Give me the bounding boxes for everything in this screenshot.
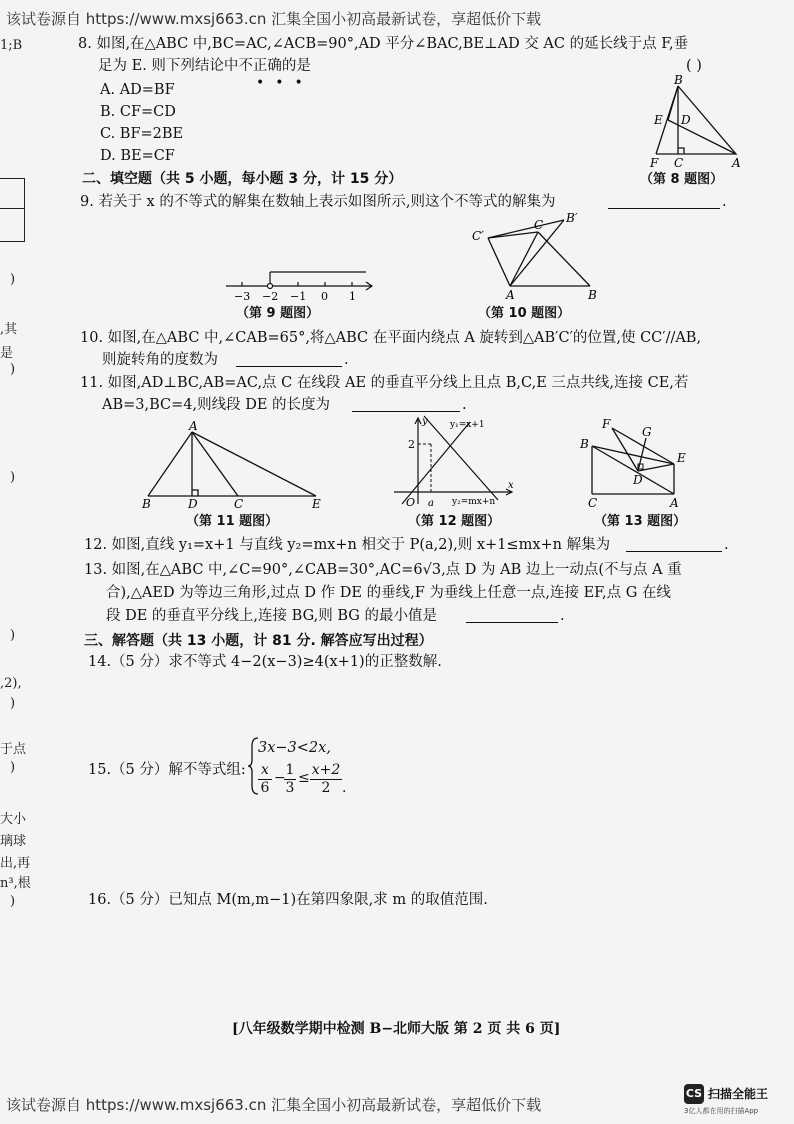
q11-line1: 11. 如图,AD⊥BC,AB=AC,点 C 在线段 AE 的垂直平分线上且点 B,C,E 三点共线,连接 CE,若 xyxy=(80,375,689,391)
margin-fragment: n³,根 xyxy=(0,876,31,891)
q14-text: 14.（5 分）求不等式 4−2(x−3)≥4(x+1)的正整数解. xyxy=(88,654,442,670)
q13-line2: 合),△AED 为等边三角形,过点 D 作 DE 的垂线,F 为垂线上任意一点,连接 EF,点 G 在线 xyxy=(106,585,671,601)
margin-fragment: 于点 xyxy=(0,742,27,757)
q10-line1: 10. 如图,在△ABC 中,∠CAB=65°,将△ABC 在平面内绕点 A 旋转到△AB′C′的位置,使 CC′//AB, xyxy=(80,330,702,346)
q8-line1: 8. 如图,在△ABC 中,BC=AC,∠ACB=90°,AD 平分∠BAC,BE⊥AD 交 AC 的延长线于点 F,垂 xyxy=(78,36,689,52)
q11-label-a: A xyxy=(189,420,198,433)
q10-period: . xyxy=(344,352,349,368)
q8-label-c: C xyxy=(674,156,684,170)
q10-figure-caption: （第 10 题图） xyxy=(478,306,571,321)
margin-fragment: ) xyxy=(10,894,16,909)
q11-period: . xyxy=(462,397,467,413)
q11-line2: AB=3,BC=4,则线段 DE 的长度为 xyxy=(102,397,331,413)
q11-figure-caption: （第 11 题图） xyxy=(186,514,279,529)
fraction-numerator: 1 xyxy=(285,762,295,778)
tick-label: −3 xyxy=(234,290,251,303)
tick-label: −2 xyxy=(262,290,279,303)
q8-figure-caption: （第 8 题图） xyxy=(640,172,724,187)
q8-option-c: C. BF=2BE xyxy=(100,126,184,142)
q8-label-f: F xyxy=(650,156,659,170)
q13-figure-caption: （第 13 题图） xyxy=(594,514,687,529)
margin-fragment: ) xyxy=(10,470,16,485)
margin-fragment: 出,再 xyxy=(0,856,31,871)
leq-sign: ≤ xyxy=(298,770,310,786)
tick-label: 0 xyxy=(321,290,328,303)
q11-answer-blank xyxy=(352,397,460,412)
period: . xyxy=(342,780,347,796)
q8-answer-paren: ( ) xyxy=(686,58,702,74)
q10-label-c: C xyxy=(534,218,544,232)
source-footer: 该试卷源自 https://www.mxsj663.cn 汇集全国小初高最新试卷，享超低价下载 xyxy=(6,1096,542,1114)
q12-y-axis-label: y xyxy=(422,416,428,427)
fraction-denominator: 3 xyxy=(285,780,295,796)
q13-label-e: E xyxy=(677,451,686,465)
section-3-title: 三、解答题（共 13 小题，计 81 分. 解答应写出过程） xyxy=(84,633,433,649)
q13-label-a: A xyxy=(670,496,679,510)
q8-label-a: A xyxy=(732,156,741,170)
q15-inequality-1: 3x−3<2x, xyxy=(258,740,331,756)
q10-label-c-prime: C′ xyxy=(472,229,484,243)
margin-fragment: 璃球 xyxy=(0,834,27,849)
q8-label-d: D xyxy=(681,113,691,127)
scanner-logo-icon: CS xyxy=(684,1084,704,1104)
figure-10 xyxy=(466,210,616,302)
margin-fragment: 1;B xyxy=(0,38,23,53)
q12-period: . xyxy=(724,537,729,553)
q13-label-c: C xyxy=(588,496,598,510)
q12-x-axis-label: x xyxy=(508,480,514,491)
q9-period: . xyxy=(722,194,727,210)
emphasis-dots: ••• xyxy=(256,75,314,91)
q13-label-d: D xyxy=(633,473,643,487)
figure-12 xyxy=(388,414,516,508)
margin-fragment: ) xyxy=(10,696,16,711)
figure-8 xyxy=(640,74,750,170)
minus-sign: − xyxy=(274,770,286,786)
fraction-denominator: 6 xyxy=(260,780,270,796)
q13-period: . xyxy=(560,608,565,624)
q12-y1-label: y₁=x+1 xyxy=(450,420,485,430)
section-2-title: 二、填空题（共 5 小题，每小题 3 分，计 15 分） xyxy=(82,171,403,187)
q13-line1: 13. 如图,在△ABC 中,∠C=90°,∠CAB=30°,AC=6√3,点 D 为 AB 边上一动点(不与点 A 重 xyxy=(84,562,682,578)
margin-fragment: ) xyxy=(10,362,16,377)
q8-label-b: B xyxy=(674,74,683,87)
q13-label-f: F xyxy=(602,417,611,431)
figure-9-number-line xyxy=(220,262,380,304)
margin-box-divider xyxy=(0,208,24,209)
q8-line2: 足为 E. 则下列结论中不正确的是 xyxy=(98,58,311,74)
scanner-app-name: 扫描全能王 xyxy=(708,1087,769,1101)
margin-box xyxy=(0,178,25,242)
figure-13 xyxy=(578,416,690,510)
q13-line3: 段 DE 的垂直平分线上,连接 BG,则 BG 的最小值是 xyxy=(106,608,437,624)
q13-label-g: G xyxy=(642,425,652,439)
q8-option-a: A. AD=BF xyxy=(100,82,175,98)
tick-label: 1 xyxy=(349,290,356,303)
q11-label-d: D xyxy=(188,497,198,511)
q10-label-a: A xyxy=(506,288,515,302)
tick-label: −1 xyxy=(290,290,307,303)
margin-fragment: ,2), xyxy=(0,676,22,691)
scanner-badge xyxy=(684,1082,788,1118)
q9-answer-blank xyxy=(608,194,720,209)
q8-option-d: D. BE=CF xyxy=(100,148,175,164)
q13-answer-blank xyxy=(466,608,558,623)
q13-label-b: B xyxy=(580,437,589,451)
margin-fragment: ,其 xyxy=(0,322,18,337)
q11-label-e: E xyxy=(312,497,321,511)
q8-label-e: E xyxy=(654,113,663,127)
margin-fragment: 大小 xyxy=(0,812,27,827)
margin-fragment: 是 xyxy=(0,346,14,361)
q12-label-a: a xyxy=(428,498,434,508)
q11-label-c: C xyxy=(234,497,244,511)
q11-label-b: B xyxy=(142,497,151,511)
margin-fragment: ) xyxy=(10,760,16,775)
q15-inequality-2 xyxy=(258,762,358,798)
q12-text: 12. 如图,直线 y₁=x+1 与直线 y₂=mx+n 相交于 P(a,2),则 x+1≤mx+n 解集为 xyxy=(84,537,611,553)
source-header: 该试卷源自 https://www.mxsj663.cn 汇集全国小初高最新试卷，享超低价下载 xyxy=(6,10,542,28)
q10-answer-blank xyxy=(236,352,342,367)
scanner-tagline: 3亿人都在用的扫描App xyxy=(684,1107,759,1115)
q10-label-b-prime: B′ xyxy=(566,211,578,225)
q9-text: 9. 若关于 x 的不等式的解集在数轴上表示如图所示,则这个不等式的解集为 xyxy=(80,194,556,210)
margin-fragment: ) xyxy=(10,272,16,287)
q10-line2: 则旋转角的度数为 xyxy=(102,352,218,368)
q12-figure-caption: （第 12 题图） xyxy=(408,514,501,529)
fraction-numerator: x xyxy=(261,762,269,778)
q9-figure-caption: （第 9 题图） xyxy=(236,306,320,321)
figure-11 xyxy=(136,420,328,512)
q10-label-b: B xyxy=(588,288,597,302)
q12-label-2: 2 xyxy=(408,438,415,451)
q16-text: 16.（5 分）已知点 M(m,m−1)在第四象限,求 m 的取值范围. xyxy=(88,892,488,908)
q8-option-b: B. CF=CD xyxy=(100,104,176,120)
fraction-denominator: 2 xyxy=(321,780,331,796)
q12-answer-blank xyxy=(626,537,722,552)
fraction-numerator: x+2 xyxy=(311,762,341,778)
q15-text: 15.（5 分）解不等式组: xyxy=(88,762,246,778)
page-footer: [八年级数学期中检测 B−北师大版 第 2 页 共 6 页] xyxy=(232,1021,561,1037)
margin-fragment: ) xyxy=(10,628,16,643)
q12-y2-label: y₂=mx+n xyxy=(452,497,496,507)
q12-origin-label: O xyxy=(406,496,416,508)
